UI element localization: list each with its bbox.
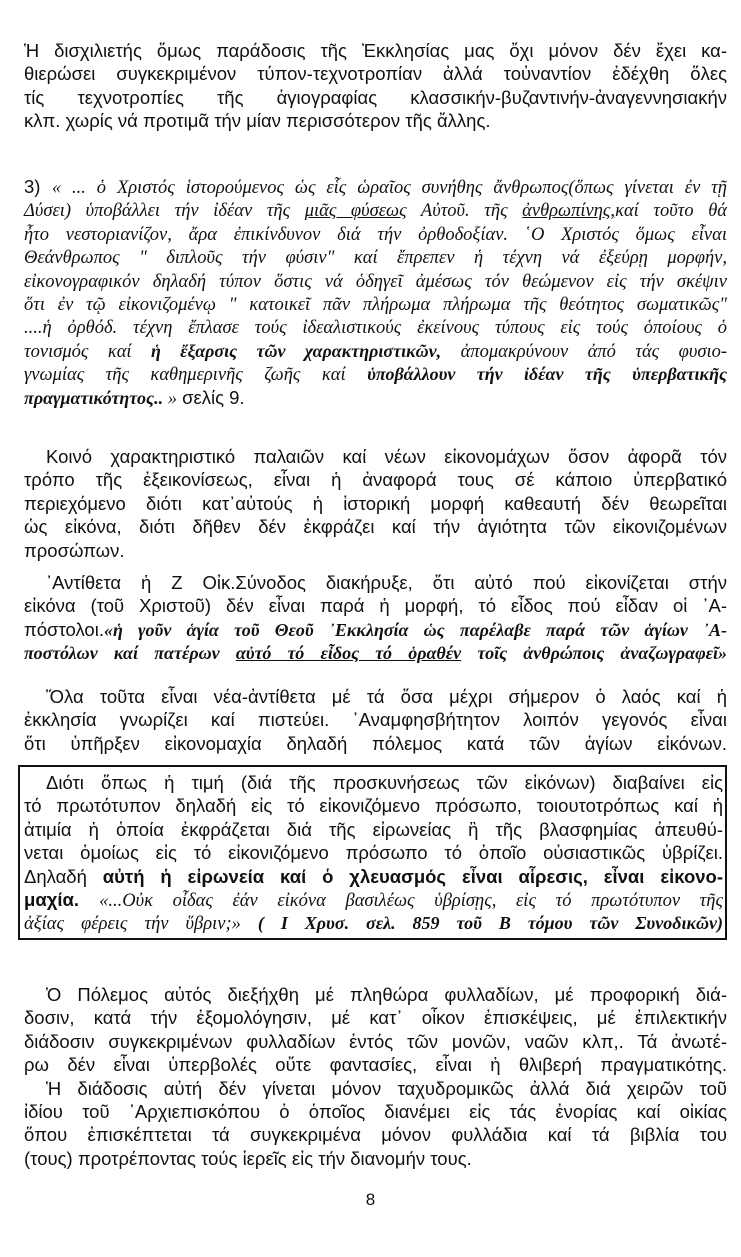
text-segment: καί τοῦτο θά bbox=[615, 201, 728, 222]
text-segment: » bbox=[163, 388, 177, 409]
text-segment: τίς τεχνοτροπίες τῆς ἁγιογραφίας κλασσικήν-βυζαντινήν-ἀναγεννησιακήν bbox=[24, 86, 727, 108]
text-segment: πόστολοι. bbox=[24, 618, 104, 640]
text-segment: Διότι ὅπως ἡ τιμή (διά τῆς προσκυνήσεως τῶν εἰκόνων) διαβαίνει εἰς bbox=[46, 772, 723, 793]
text-line bbox=[24, 818, 723, 841]
text-line bbox=[24, 618, 727, 641]
paragraph bbox=[24, 445, 727, 562]
text-line bbox=[24, 1123, 727, 1146]
text-segment: ὑποβάλλουν τήν ἰδέαν τῆς ὑπερβατικῆς bbox=[367, 364, 727, 385]
text-line bbox=[24, 175, 727, 198]
text-segment: ποστόλων καί πατέρων bbox=[24, 643, 236, 664]
text-segment: γνωμίας τῆς καθημερινῆς ζωῆς καί bbox=[24, 365, 368, 386]
text-segment: σελίς 9. bbox=[176, 386, 245, 408]
text-line bbox=[24, 708, 727, 731]
text-segment: (τους) προτρέποντας τούς ἱερεῖς εἰς τήν διανομήν τους. bbox=[24, 1147, 472, 1169]
paragraph bbox=[24, 175, 727, 409]
text-segment: κλπ. χωρίς νά προτιμᾶ τήν μίαν περισσότερον τῆς ἄλλης. bbox=[24, 110, 491, 132]
text-line bbox=[24, 1030, 727, 1053]
text-line bbox=[24, 571, 727, 594]
text-segment: ρω δέν εἶναι ὑπερβολές οὔτε φαντασίες, εἶναι ἡ θλιβερή πραγματικότης. bbox=[24, 1054, 727, 1076]
text-segment: ᾽Αντίθετα ἡ Ζ Οἰκ.Σύνοδος διακήρυξε, ὅτι αὐτό πού εἰκονίζεται στήν bbox=[46, 572, 727, 593]
paragraph bbox=[24, 571, 727, 665]
text-line bbox=[24, 445, 727, 468]
text-segment: τονισμός καί bbox=[24, 341, 151, 362]
text-line bbox=[24, 468, 727, 491]
text-line bbox=[24, 315, 727, 338]
text-line bbox=[24, 245, 727, 268]
text-segment: πραγματικότητος.. bbox=[24, 387, 164, 408]
text-segment: τοῖς ἀνθρώποις ἀναζωγραφεῖ» bbox=[461, 643, 727, 664]
text-line bbox=[24, 794, 723, 817]
text-segment: μαχία. bbox=[24, 888, 100, 910]
text-segment: ἰδίου τοῦ ᾽Αρχιεπισκόπου ὁ ὁποῖος διανέμει εἰς τάς ἐνορίας καί οἰκίας bbox=[24, 1100, 727, 1122]
text-segment: Δηλαδή bbox=[24, 865, 103, 887]
text-line bbox=[24, 1147, 727, 1170]
text-line bbox=[24, 492, 727, 515]
text-segment: Αὐτοῦ. τῆς bbox=[406, 201, 523, 222]
text-segment: ἀτιμία ἡ ὁποία ἐκφράζεται διά τῆς εἰρωνείας ἢ τῆς βλασφημίας ἀπευθύ- bbox=[24, 818, 723, 840]
text-segment: ὅπου ἐπισκέπτεται τά συγκεκριμένα μόνον φυλλάδια καί τά βιβλία του bbox=[24, 1124, 727, 1146]
text-segment: ἐκκλησία γνωρίζει καί πιστεύει. ᾽Αναμφησβήτητον λοιπόν γεγονός εἶναι bbox=[24, 709, 727, 731]
text-line bbox=[24, 1100, 727, 1123]
text-segment: «ἡ γοῦν ἁγία τοῦ Θεοῦ ᾽Εκκλησία ὡς παρέλαβε παρά τῶν ἁγίων ᾽Α- bbox=[103, 619, 727, 640]
text-line bbox=[24, 222, 727, 245]
text-segment: ....ἡ ὀρθόδ. τέχνη ἔπλασε τούς ἰδεαλιστικούς ἐκείνους τύπους εἰς τούς ὁποίους ὁ bbox=[24, 318, 727, 339]
text-segment: εἰκόνα (τοῦ Χριστοῦ) δέν εἶναι παρά ἡ μορφή, τό εἶδος πού εἶδαν οἱ ᾽Α- bbox=[24, 595, 727, 617]
text-segment: περιεχόμενο διότι κατ᾽αὐτούς ἡ ἱστορική μορφή καθεαυτή δέν θεωρεῖται bbox=[24, 492, 727, 514]
text-segment: Ἡ διάδοσις αὐτή δέν γίνεται μόνον ταχυδρομικῶς ἀλλά διά χειρῶν τοῦ bbox=[46, 1077, 727, 1099]
text-segment: αὐτή ἡ εἰρωνεία καί ὁ χλευασμός εἶναι αἷρεσις, εἶναι εἰκονο- bbox=[102, 865, 724, 887]
text-segment: 3) bbox=[24, 176, 52, 197]
text-line bbox=[24, 865, 723, 888]
paragraph bbox=[24, 39, 727, 133]
text-line bbox=[24, 732, 727, 755]
text-segment: διάδοσιν συγκεκριμένων φυλλαδίων ἐντός τῶν μονῶν, ναῶν κλπ,. Τά ἀνωτέ- bbox=[24, 1030, 727, 1052]
text-segment: ἀνθρωπίνης, bbox=[522, 201, 616, 222]
text-line bbox=[24, 269, 727, 292]
text-line bbox=[24, 515, 727, 538]
text-line bbox=[24, 539, 727, 562]
text-segment: ( Ι Χρυσ. σελ. 859 τοῦ Β τόμου τῶν Συνοδικῶν) bbox=[257, 913, 723, 934]
text-line bbox=[24, 1006, 727, 1029]
text-line bbox=[24, 685, 727, 708]
text-line bbox=[24, 911, 723, 934]
highlight-box bbox=[18, 765, 727, 940]
text-segment: προσώπων. bbox=[24, 539, 125, 561]
text-segment: ἦτο νεστοριανίζον, ἄρα ἐπικίνδυνον διά τήν ὀρθοδοξίαν. ῾Ο Χριστός ὅμως εἶναι bbox=[24, 224, 727, 245]
text-line bbox=[24, 339, 727, 362]
text-segment: μιᾶς φύσεως bbox=[304, 201, 407, 222]
text-line bbox=[24, 1053, 727, 1076]
text-segment: « ... ὁ Χριστός ἱστορούμενος ὡς εἷς ὡραῖος συνήθης ἄνθρωπος(ὅπως γίνεται ἐν τῇ bbox=[51, 178, 727, 198]
text-segment: Ὁ Πόλεμος αὐτός διεξήχθη μέ πληθώρα φυλλαδίων, μέ προφορική διά- bbox=[46, 984, 727, 1005]
page-number: 8 bbox=[365, 1190, 376, 1209]
text-line bbox=[24, 39, 727, 62]
text-segment: θιερώσει συγκεκριμένον τύπον-τεχνοτροπίαν ἀλλά τοὐναντίον ἐδέχθη ὅλες bbox=[24, 63, 727, 85]
text-line bbox=[24, 888, 723, 911]
boxed-paragraph-text bbox=[24, 771, 723, 935]
text-segment: εἰκονογραφικόν δηλαδή τύπον ὅστις νά ὁδηγεῖ ἀμέσως τόν θεώμενον εἰς τήν σκέψιν bbox=[24, 271, 727, 292]
text-segment: τρόπο τῆς ἐξεικονίσεως, εἶναι ἡ ἀναφορά τους σέ κάποιο ὑπερβατικό bbox=[24, 469, 727, 491]
text-line bbox=[24, 771, 723, 794]
paragraph bbox=[24, 983, 727, 1170]
text-segment: Δύσει) ὑποβάλλει τήν ἰδέαν τῆς bbox=[24, 201, 305, 222]
text-segment: Ὅλα τοῦτα εἶναι νέα-ἀντίθετα μέ τά ὅσα μέχρι σήμερον ὁ λαός καί ἡ bbox=[46, 686, 727, 707]
text-segment: ὅτι ὑπῆρξεν εἰκονομαχία δηλαδή πόλεμος κατά τῶν ἁγίων εἰκόνων. bbox=[24, 732, 727, 754]
text-segment: «...Οὐκ οἶδας ἐάν εἰκόνα βασιλέως ὑβρίσῃς, εἰς τό πρωτότυπον τῆς bbox=[99, 890, 723, 911]
text-line bbox=[24, 386, 727, 409]
text-line bbox=[24, 362, 727, 385]
text-segment: ἀπομακρύνουν ἀπό τάς φυσιο- bbox=[441, 341, 727, 362]
text-segment: Ἡ δισχιλιετής ὅμως παράδοσις τῆς Ἐκκλησίας μας ὄχι μόνον δέν ἔχει κα- bbox=[24, 40, 727, 61]
text-segment: αὐτό τό εἶδος τό ὁραθέν bbox=[235, 643, 462, 664]
text-line bbox=[24, 1077, 727, 1100]
text-segment: Κοινό χαρακτηριστικό παλαιῶν καί νέων εἰκονομάχων ὅσον ἀφορᾶ τόν bbox=[46, 446, 727, 467]
text-line bbox=[24, 983, 727, 1006]
text-segment: ἀξίας φέρεις τήν ὕβριν;» bbox=[24, 914, 258, 935]
text-line bbox=[24, 841, 723, 864]
text-line bbox=[24, 62, 727, 85]
text-segment: ὡς εἰκόνα, διότι δῆθεν δέν ἐκφράζει καί τήν ἁγιότητα τῶν εἰκονιζομένων bbox=[24, 516, 727, 538]
text-line bbox=[24, 109, 727, 132]
text-line bbox=[24, 641, 727, 664]
text-segment: ὅτι ἐν τῷ εἰκονιζομένῳ " κατοικεῖ πᾶν πλήρωμα πλήρωμα τῆς θεότητος σωματικῶς" bbox=[24, 294, 727, 315]
text-segment: ἡ ἔξαρσις τῶν χαρακτηριστικῶν, bbox=[150, 340, 442, 361]
text-segment: δοσιν, κατά τήν ἐξομολόγησιν, μέ κατ᾽ οἶκον ἐπισκέψεις, μέ ἐπιλεκτικήν bbox=[24, 1007, 727, 1029]
text-line bbox=[24, 198, 727, 221]
text-segment: Θεάνθρωπος " διπλοῦς τήν φύσιν" καί ἔπρεπεν ἡ τέχνη νά ἐξεύρῃ μορφήν, bbox=[24, 248, 727, 269]
text-line bbox=[24, 594, 727, 617]
paragraph bbox=[24, 685, 727, 755]
text-segment: νεται ὁμοίως εἰς τό εἰκονιζόμενο πρόσωπο τό ὁποῖο οὐσιαστικῶς ὑβρίζει. bbox=[24, 842, 723, 864]
text-line bbox=[24, 86, 727, 109]
text-line bbox=[24, 292, 727, 315]
text-segment: τό πρωτότυπον δηλαδή εἰς τό εἰκονιζόμενο πρόσωπο, τοιουτοτρόπως καί ἡ bbox=[24, 795, 723, 817]
